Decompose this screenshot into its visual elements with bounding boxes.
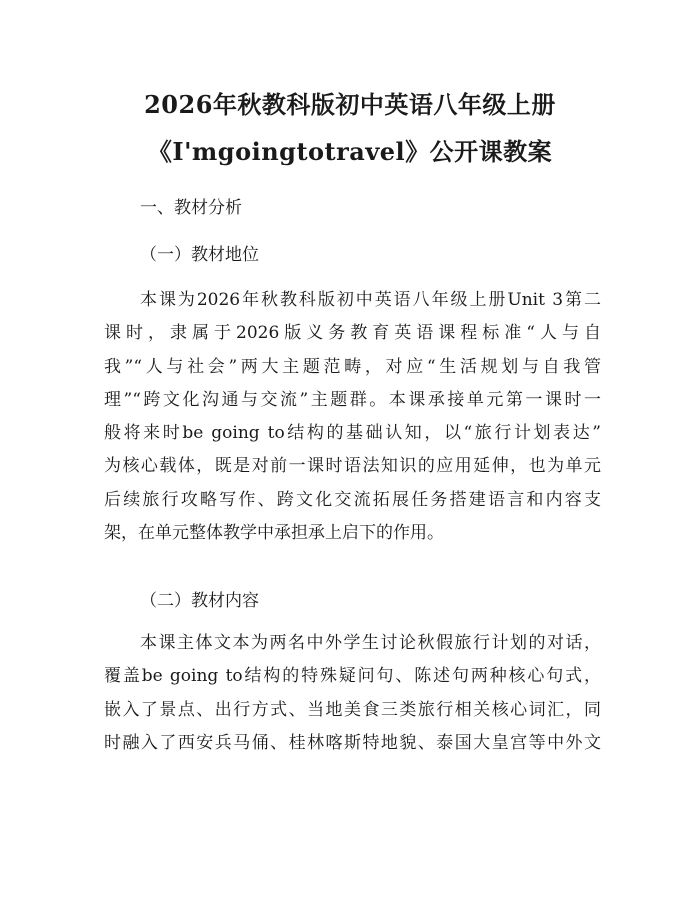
paragraph-line: 覆盖be going to结构的特殊疑问句、陈述句两种核心句式， — [104, 666, 601, 687]
paragraph-line: 嵌入了景点、出行方式、当地美食三类旅行相关核心词汇，同 — [104, 699, 601, 720]
paragraph-line: 理”“跨文化沟通与交流”主题群。本课承接单元第一课时一 — [104, 389, 601, 410]
document-title-line-2: 《I'mgoingtotravel》公开课教案 — [147, 137, 553, 166]
paragraph-line: 我”“人与社会”两大主题范畴，对应“生活规划与自我管 — [104, 356, 601, 377]
paragraph-line: 本课为2026年秋教科版初中英语八年级上册Unit 3第二 — [140, 290, 601, 310]
paragraph-line: 为核心载体，既是对前一课时语法知识的应用延伸，也为单元 — [104, 456, 601, 477]
paragraph-line: 时融入了西安兵马俑、桂林喀斯特地貌、泰国大皇宫等中外文 — [104, 732, 601, 753]
subsection-heading-material-status: （一）教材地位 — [140, 245, 259, 265]
paragraph-material-content — [104, 627, 601, 760]
section-heading-teaching-material-analysis: 一、教材分析 — [140, 198, 242, 218]
paragraph-line: 般将来时be going to结构的基础认知，以“旅行计划表达” — [104, 423, 601, 444]
paragraph-line: 后续旅行攻略写作、跨文化交流拓展任务搭建语言和内容支 — [104, 489, 601, 510]
subsection-heading-material-content: （二）教材内容 — [140, 591, 259, 611]
paragraph-material-status — [104, 284, 601, 550]
paragraph-line: 架，在单元整体教学中承担承上启下的作用。 — [104, 523, 444, 544]
paragraph-line: 课时，隶属于2026版义务教育英语课程标准“人与自 — [104, 323, 601, 344]
document-title-line-1: 2026年秋教科版初中英语八年级上册 — [144, 90, 556, 119]
paragraph-line: 本课主体文本为两名中外学生讨论秋假旅行计划的对话， — [140, 633, 601, 653]
